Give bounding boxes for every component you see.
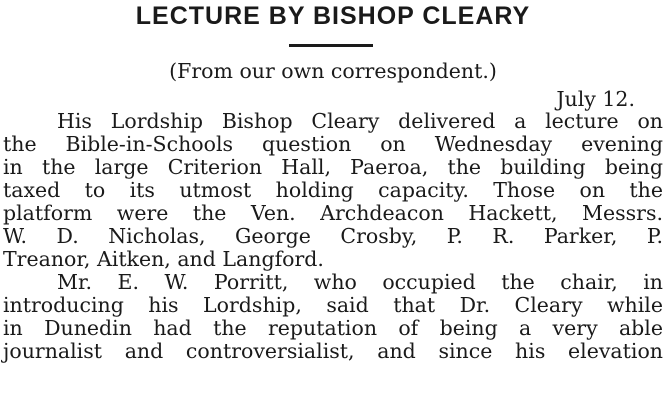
- text-line: taxed to its utmost holding capacity. Those on the: [3, 178, 663, 202]
- text-line: in the large Criterion Hall, Paeroa, the building being: [3, 155, 663, 179]
- text-line: Mr. E. W. Porritt, who occupied the chair, in: [57, 270, 663, 294]
- text-line: His Lordship Bishop Cleary delivered a lecture on: [57, 109, 663, 133]
- text-line: journalist and controversialist, and since his elevation: [3, 339, 663, 363]
- dateline: July 12.: [556, 87, 635, 111]
- text-line: platform were the Ven. Archdeacon Hackett, Messrs.: [3, 201, 663, 225]
- byline: (From our own correspondent.): [169, 59, 497, 83]
- text-line: the Bible-in-Schools question on Wednesday evening: [3, 132, 663, 156]
- text-line: Treanor, Aitken, and Langford.: [3, 247, 324, 271]
- text-line: W. D. Nicholas, George Crosby, P. R. Parker, P.: [3, 224, 663, 248]
- text-line: introducing his Lordship, said that Dr. Cleary while: [3, 293, 663, 317]
- text-line: in Dunedin had the reputation of being a very able: [3, 316, 663, 340]
- headline-rule: [289, 44, 373, 47]
- headline: LECTURE BY BISHOP CLEARY: [135, 2, 531, 30]
